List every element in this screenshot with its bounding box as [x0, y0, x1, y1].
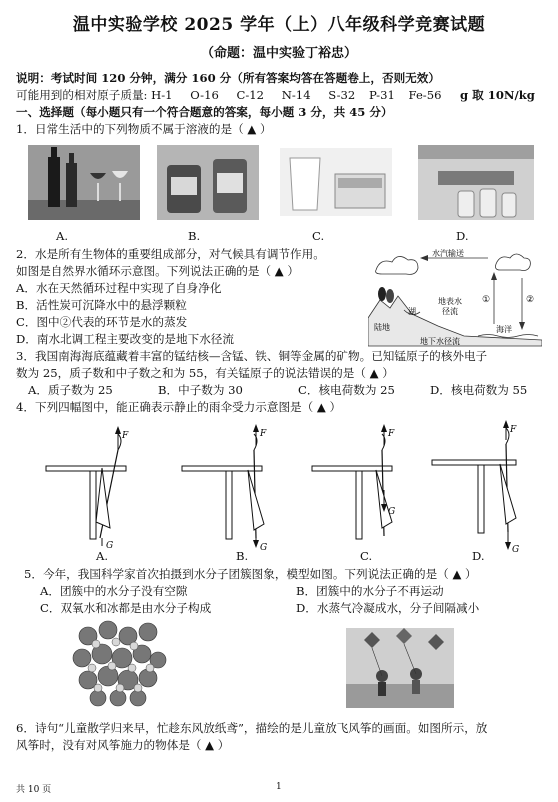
atomic-mass-h: 可能用到的相对原子质量: H-1 — [16, 88, 173, 102]
q1-label-a: A. — [56, 229, 69, 243]
q2-line-1: 2．水是所有生物体的重要组成部分，对气候具有调节作用。 — [16, 247, 325, 261]
label-groundwater: 地下水径流 — [420, 337, 460, 346]
label-process-2: ② — [526, 295, 535, 305]
q4c-force-g: G — [388, 507, 396, 517]
q3-option-d: D．核电荷数为 55 — [430, 383, 528, 397]
q1-label-c: C. — [312, 229, 325, 243]
label-process-1: ① — [482, 295, 491, 305]
q3-line-2: 数为 25，质子数和中子数之和为 55，有关锰原子的说法错误的是（ ▲ ） — [16, 366, 394, 380]
g-value: g 取 10N/kg — [460, 88, 535, 102]
q1-label-b: B. — [188, 229, 201, 243]
q3-line-1: 3．我国南海海底蕴藏着丰富的锰结核—含锰、铁、铜等金属的矿物。已知锰原子的核外电子 — [16, 349, 488, 363]
water-cluster-model — [68, 618, 168, 708]
q4b-force-f: F — [260, 429, 267, 439]
atomic-mass-s: S-32 — [328, 88, 356, 102]
label-land: 陆地 — [374, 323, 390, 332]
atomic-mass-o: O-16 — [190, 88, 219, 102]
exam-title: 温中实验学校 2025 学年（上）八年级科学竞赛试题 — [72, 15, 486, 35]
q3-option-c: C．核电荷数为 25 — [298, 383, 395, 397]
q6-line-1: 6．诗句“儿童散学归来早，忙趁东风放纸鸢”，描绘的是儿童放飞风筝的画面。如图所示，放 — [16, 721, 488, 735]
atomic-mass-fe: Fe-56 — [408, 88, 442, 102]
atomic-mass-c: C-12 — [236, 88, 265, 102]
footer-page-number: 1 — [276, 782, 282, 792]
q3-option-a: A．质子数为 25 — [28, 383, 113, 397]
atomic-mass-n: N-14 — [281, 88, 311, 102]
q5-option-d: D．水蒸气冷凝成水，分子间隔减小 — [296, 601, 480, 615]
q2-option-d: D．南水北调工程主要改变的是地下水径流 — [16, 332, 234, 346]
atomic-mass-p: P-31 — [369, 88, 395, 102]
q5-option-c: C．双氧水和冰都是由水分子构成 — [40, 601, 212, 615]
exam-note: 说明：考试时间 120 分钟，满分 160 分（所有答案均答在答题卷上，否则无效） — [16, 71, 440, 85]
section-heading: 一、选择题（每小题只有一个符合题意的答案，每小题 3 分，共 45 分） — [16, 105, 393, 119]
q1-image-a-wine — [28, 145, 140, 220]
label-surface-runoff-2: 径流 — [442, 307, 458, 316]
exam-author: （命题：温中实验丁裕忠） — [200, 46, 357, 61]
q4a-force-g: G — [106, 541, 114, 551]
q4-label-c: C. — [360, 549, 373, 563]
q6-line-2: 风筝时，没有对风筝施力的物体是（ ▲ ） — [16, 738, 230, 752]
q1-label-d: D. — [456, 229, 469, 243]
q5-stem: 5．今年，我国科学家首次拍摄到水分子团簇图象，模型如图。下列说法正确的是（ ▲ ） — [24, 567, 477, 581]
q5-option-b: B．团簇中的水分子不再运动 — [296, 584, 444, 598]
label-surface-runoff-1: 地表水 — [438, 297, 462, 306]
q3-option-b: B．中子数为 30 — [158, 383, 243, 397]
q4-figure-c — [306, 420, 406, 555]
q1-image-d-water — [418, 145, 534, 220]
kite-flying-picture — [346, 628, 454, 708]
atomic-mass-list — [16, 87, 441, 104]
q4a-force-f: F — [122, 431, 129, 441]
label-lake: 湖 — [408, 307, 416, 316]
q4-figure-a — [40, 420, 140, 555]
q4-label-a: A. — [96, 549, 109, 563]
water-cycle-diagram — [368, 248, 542, 348]
label-vapor-transport: 水汽输送 — [432, 249, 464, 258]
q4-label-d: D. — [472, 549, 485, 563]
footer-total-pages: 共 10 页 — [16, 785, 52, 795]
q2-option-c: C．图中②代表的环节是水的蒸发 — [16, 315, 188, 329]
q4c-force-f: F — [388, 429, 395, 439]
q2-option-a: A．水在天然循环过程中实现了自身净化 — [16, 281, 222, 295]
label-ocean: 海洋 — [496, 325, 512, 334]
q4-figure-d — [426, 420, 536, 555]
q1-image-c-milk — [280, 148, 392, 216]
q4d-force-f: F — [510, 425, 517, 435]
q4-stem: 4．下列四幅图中，能正确表示静止的雨伞受力示意图是（ ▲ ） — [16, 400, 342, 414]
q4b-force-g: G — [260, 543, 268, 553]
q1-image-b-soda — [157, 145, 259, 220]
q4-label-b: B. — [236, 549, 249, 563]
q2-option-b: B．活性炭可沉降水中的悬浮颗粒 — [16, 298, 187, 312]
q1-stem: 1．日常生活中的下列物质不属于溶液的是（ ▲ ） — [16, 122, 272, 136]
q4-figure-b — [176, 420, 276, 555]
q2-line-2: 如图是自然界水循环示意图。下列说法正确的是（ ▲ ） — [16, 264, 299, 278]
q4d-force-g: G — [512, 545, 520, 555]
q5-option-a: A．团簇中的水分子没有空隙 — [40, 584, 188, 598]
